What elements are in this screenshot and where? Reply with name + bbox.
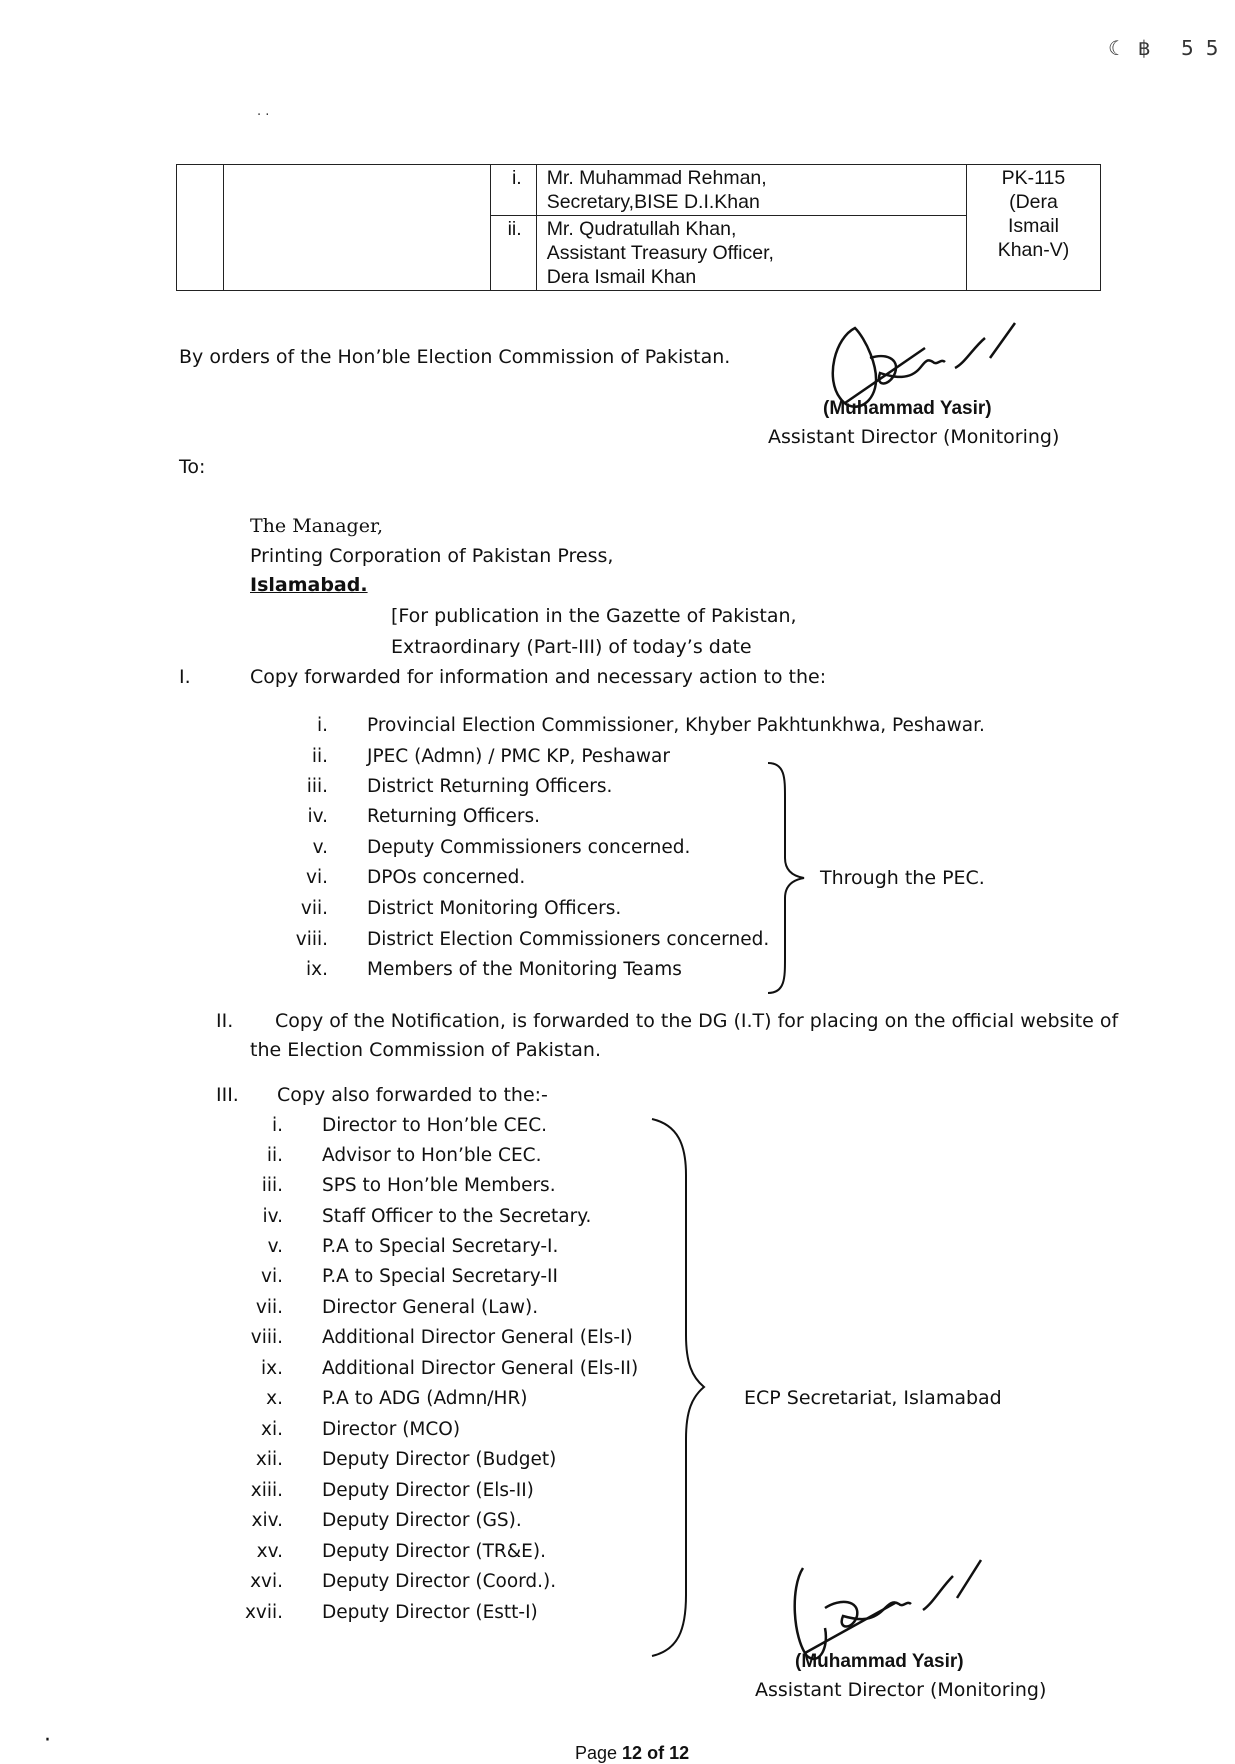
corner-marks: ☾฿ 55 [1108, 36, 1231, 60]
orders-line: By orders of the Hon’ble Election Commission of Pakistan. [179, 346, 731, 368]
list-item: Director General (Law). [322, 1297, 539, 1318]
list-item-number: vii. [300, 898, 328, 919]
list-item-number: iii. [306, 776, 328, 797]
list-item: Deputy Director (GS). [322, 1510, 522, 1531]
list-item: Deputy Commissioners concerned. [367, 837, 691, 858]
to-label: To: [179, 456, 206, 478]
section-text: Copy of the Notification, is forwarded to the DG (I.T) for placing on the official website of [275, 1010, 1119, 1032]
brace-label: ECP Secretariat, Islamabad [744, 1387, 1002, 1409]
table-cell-num: i. [491, 165, 536, 216]
page-prefix: Page [575, 1743, 623, 1763]
list-item-number: iii. [261, 1175, 283, 1196]
list-item-number: vi. [261, 1266, 283, 1287]
list-item: Staff Officer to the Secretary. [322, 1206, 592, 1227]
list-item-number: i. [271, 1115, 283, 1136]
page-number [575, 1743, 689, 1764]
table-cell-constituency [966, 165, 1100, 291]
list-item: Returning Officers. [367, 806, 541, 827]
signatory-designation: Assistant Director (Monitoring) [768, 426, 1060, 448]
list-item-number: i. [316, 715, 328, 736]
addressee-city: Islamabad. [250, 574, 368, 596]
list-item-number: xiv. [251, 1510, 283, 1531]
officer-name: Mr. Qudratullah Khan, [546, 218, 737, 240]
list-item-number: v. [267, 1236, 283, 1257]
table-cell-num: ii. [491, 216, 536, 291]
list-item: DPOs concerned. [367, 867, 526, 888]
list-item: SPS to Hon’ble Members. [322, 1175, 556, 1196]
section-heading: Copy also forwarded to the:- [277, 1084, 548, 1106]
list-item-number: ix. [261, 1358, 283, 1379]
list-item: P.A to ADG (Admn/HR) [322, 1388, 528, 1409]
list-item-number: x. [266, 1388, 283, 1409]
constituency-line: (Dera [1009, 191, 1058, 213]
list-item: Deputy Director (Estt-I) [322, 1602, 538, 1623]
section-number: II. [216, 1010, 234, 1032]
list-item: Deputy Director (Els-II) [322, 1480, 534, 1501]
publication-note: Extraordinary (Part-III) of today’s date [391, 636, 752, 658]
list-item-number: iv. [307, 806, 328, 827]
list-item-number: viii. [295, 929, 328, 950]
signatory-name: (Muhammad Yasir) [795, 1651, 964, 1672]
list-item: Deputy Director (Coord.). [322, 1571, 557, 1592]
list-item-number: xii. [255, 1449, 283, 1470]
list-item-number: xiii. [250, 1480, 283, 1501]
section-number: III. [216, 1084, 239, 1106]
table-cell-officer [536, 165, 966, 216]
list-item-number: xvii. [244, 1602, 283, 1623]
list-item: Members of the Monitoring Teams [367, 959, 682, 980]
list-item: JPEC (Admn) / PMC KP, Peshawar [367, 746, 670, 767]
list-item-number: vii. [255, 1297, 283, 1318]
list-item-number: ix. [306, 959, 328, 980]
addressee-line: The Manager, [250, 515, 383, 537]
list-item: District Returning Officers. [367, 776, 613, 797]
publication-note: [For publication in the Gazette of Pakistan, [391, 605, 797, 627]
list-item-number: ii. [266, 1145, 283, 1166]
section-text: the Election Commission of Pakistan. [250, 1039, 601, 1061]
right-brace-icon [760, 758, 810, 998]
list-item: District Monitoring Officers. [367, 898, 622, 919]
table-cell-officer [536, 216, 966, 291]
list-item-number: xi. [261, 1419, 283, 1440]
signatory-name: (Muhammad Yasir) [823, 398, 992, 419]
list-item: Advisor to Hon’ble CEC. [322, 1145, 542, 1166]
list-item: District Election Commissioners concerned. [367, 929, 770, 950]
constituency-line: Ismail [1008, 215, 1059, 237]
constituency-line: PK-115 [1001, 167, 1066, 189]
list-item-number: iv. [262, 1206, 283, 1227]
signatory-designation: Assistant Director (Monitoring) [755, 1679, 1047, 1701]
officer-location: Dera Ismail Khan [546, 266, 697, 288]
table-row [177, 165, 1101, 216]
section-heading: Copy forwarded for information and necessary action to the: [250, 666, 827, 688]
list-item-number: xvi. [250, 1571, 283, 1592]
scan-specks: · · [257, 108, 270, 123]
addressee-line: Printing Corporation of Pakistan Press, [250, 545, 614, 567]
signature-image [785, 1548, 1005, 1668]
list-item: Provincial Election Commissioner, Khyber Pakhtunkhwa, Peshawar. [367, 715, 985, 736]
section-number: I. [179, 666, 191, 688]
page-of: of [642, 1743, 670, 1763]
page-total: 12 [669, 1743, 690, 1763]
list-item-number: v. [312, 837, 328, 858]
list-item: P.A to Special Secretary-II [322, 1266, 558, 1287]
list-item: Additional Director General (Els-II) [322, 1358, 639, 1379]
list-item-number: viii. [250, 1327, 283, 1348]
right-brace-icon [648, 1115, 708, 1660]
list-item: Director (MCO) [322, 1419, 461, 1440]
list-item: P.A to Special Secretary-I. [322, 1236, 559, 1257]
officer-post: Assistant Treasury Officer, [546, 242, 774, 264]
page-current: 12 [622, 1743, 643, 1763]
list-item-number: vi. [306, 867, 328, 888]
table-cell-serial [177, 165, 224, 291]
officer-name: Mr. Muhammad Rehman, [546, 167, 767, 189]
scan-speck: · [44, 1728, 51, 1753]
list-item-number: xv. [256, 1541, 283, 1562]
list-item-number: ii. [311, 746, 328, 767]
officer-post: Secretary,BISE D.I.Khan [546, 191, 760, 213]
table-cell-blank [224, 165, 491, 291]
allocation-table [176, 164, 1101, 291]
list-item: Additional Director General (Els-I) [322, 1327, 633, 1348]
list-item: Director to Hon’ble CEC. [322, 1115, 548, 1136]
constituency-line: Khan-V) [997, 239, 1070, 261]
list-item: Deputy Director (Budget) [322, 1449, 557, 1470]
brace-label: Through the PEC. [820, 867, 985, 889]
list-item: Deputy Director (TR&E). [322, 1541, 546, 1562]
